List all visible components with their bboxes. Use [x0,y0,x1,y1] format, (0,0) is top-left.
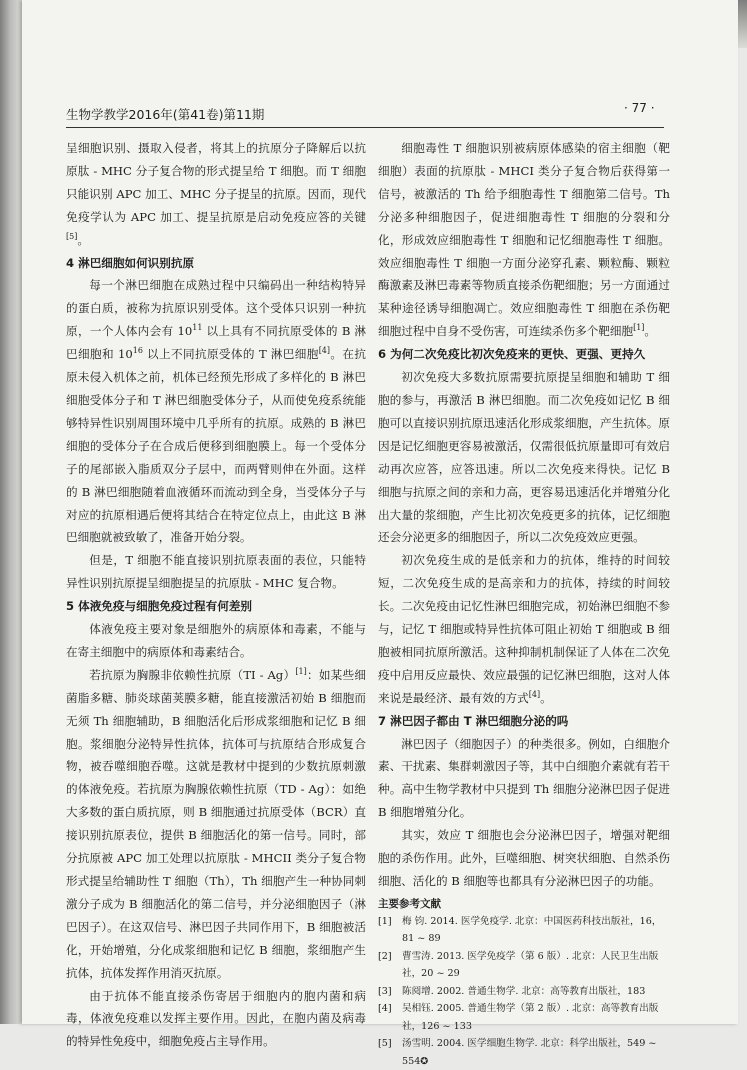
references-list [378,913,670,1070]
paragraph-7-2: 其实，效应 T 细胞也会分泌淋巴因子，增强对靶细胞的杀伤作用。此外，巨噬细胞、树突状细胞、自然杀伤细胞、活化的 B 细胞等也都具有分泌淋巴因子的功能。 [378,828,670,888]
reference-item: [3] 陈阅增. 2002. 普通生物学. 北京：高等教育出版社，183 [378,985,646,997]
reference-item: [1] 梅 钧. 2014. 医学免疫学. 北京：中国医药科技出版社，16，81 ~ 89 [378,915,662,945]
paragraph-6-2: 初次免疫生成的是低亲和力的抗体，维持的时间较短，二次免疫生成的是高亲和力的抗体，持续的时间较长。二次免疫由记忆性淋巴细胞完成，初始淋巴细胞不参与，记忆 T 细胞或特异性抗体可阻止初始 T 细胞或 B 细胞被相同抗原所激活。这种抑制机制保证了人体在二次免疫中启用反应最快、效应最强的记忆淋巴细胞，这对人体来说是最经济、最有效的方式[4]。 [378,553,670,705]
header-rule [66,127,664,128]
journal-header: 生物学教学2016年(第41卷)第11期 [66,107,265,122]
section-heading-4: 4 淋巴细胞如何识别抗原 [66,255,195,270]
paragraph-5-1: 体液免疫主要对象是细胞外的病原体和毒素，不能与在寄主细胞中的病原体和毒素结合。 [66,622,366,659]
book-spine-shadow [0,0,22,1024]
paragraph-5-2: 若抗原为胸腺非依赖性抗原（TI - Ag）[1]：如某些细菌脂多糖、肺炎球菌荚膜多糖，能直接激活初始 B 细胞而无须 Th 细胞辅助，B 细胞活化后形成浆细胞和记忆 B 细胞。浆细胞分泌特异性抗体，抗体可与抗原结合形成复合物，被吞噬细胞吞噬。这就是教材中提到的少数抗原刺激的体液免疫。若抗原为胸腺依赖性抗原（TD - Ag）：如绝大多数的蛋白质抗原，则 B 细胞通过抗原受体（BCR）直接识别抗原表位，提供 B 细胞活化的第一信号。同时，部分抗原被 APC 加工处理以抗原肽 - MHCII 类分子复合物形式提呈给辅助性 T 细胞（Th），Th 细胞产生一种协同刺激分子成为 B 细胞活化的第二信号，并分泌细胞因子（淋巴因子）。在这双信号、淋巴因子共同作用下，B 细胞被活化，开始增殖，分化成浆细胞和记忆 B 细胞，浆细胞产生抗体，抗体发挥作用消灭抗原。 [66,666,366,980]
references-title: 主要参考文献 [378,897,441,910]
reference-item: [5] 汤雪明. 2004. 医学细胞生物学. 北京：科学出版社，549 ~ 554✪ [378,1038,657,1067]
paragraph-6-1: 初次免疫大多数抗原需要抗原提呈细胞和辅助 T 细胞的参与，再激活 B 淋巴细胞。而二次免疫如记忆 B 细胞可以直接识别抗原迅速活化形成浆细胞，产生抗体。原因是记忆细胞更容易被激活，仅需很低抗原量即可有效启动再次应答，应答迅速。所以二次免疫来得快。记忆 B 细胞与抗原之间的亲和力高，更容易迅速活化并增殖分化出大量的浆细胞，产生比初次免疫更多的抗体，记忆细胞还会分泌更多的细胞因子，所以二次免疫效应更强。 [378,370,670,545]
section-heading-7: 7 淋巴因子都由 T 淋巴细胞分泌的吗 [378,713,569,728]
paragraph-5-3: 由于抗体不能直接杀伤寄居于细胞内的胞内菌和病毒，体液免疫难以发挥主要作用。因此，在胞内菌及病毒的特异性免疫中，细胞免疫占主导作用。 [66,988,366,1049]
page-number: · 77 · [624,101,655,115]
paragraph-4-2: 但是，T 细胞不能直接识别抗原表面的表位，只能特异性识别抗原提呈细胞提呈的抗原肽 - MHC 复合物。 [66,553,366,591]
paragraph-4-1: 每一个淋巴细胞在成熟过程中只编码出一种结构特异的蛋白质，被称为抗原识别受体。这个受体只识别一种抗原，一个人体内会有 $10^{11}$ 以上具有不同抗原受体的 B 淋巴细胞和 $10^{16}$ 以上不同抗原受体的 T 淋巴细胞[4]。在抗原未侵入机体之前，机体已经预先形成了多样化的 B 淋巴细胞受体分子和 T 淋巴细胞受体分子，从而使免疫系统能够特异性识别周围环境中几乎所有的抗原。成熟的 B 淋巴细胞的受体分子在合成后便移到细胞膜上。每一个受体分子的尾部嵌入脂质双分子层中，而两臂则伸在外面。这样的 B 淋巴细胞随着血液循环而流动到全身，当受体分子与对应的抗原相遇后便将其结合在特定位点上，由此这 B 淋巴细胞就被致敏了，准备开始分裂。 [66,278,366,545]
reference-item: [4] 吴相钰. 2005. 普通生物学（第 2 版）. 北京：高等教育出版社，126 ~ 133 [378,1003,659,1032]
right-column [378,137,670,1070]
paragraph-7-1: 淋巴因子（细胞因子）的种类很多。例如，白细胞介素、干扰素、集群刺激因子等，其中白细胞介素就有若干种。高中生物学教材中只提到 Th 细胞分泌淋巴因子促进 B 细胞增殖分化。 [378,736,670,820]
paragraph-ctl: 细胞毒性 T 细胞识别被病原体感染的宿主细胞（靶细胞）表面的抗原肽 - MHCI 类分子复合物后获得第一信号，被激活的 Th 给予细胞毒性 T 细胞第二信号。Th 分泌多种细胞因子，促进细胞毒性 T 细胞的分裂和分化，形成效应细胞毒性 T 细胞和记忆细胞毒性 T 细胞。效应细胞毒性 T 细胞一方面分泌穿孔素、颗粒酶、颗粒酶激素及淋巴毒素等物质直接杀伤靶细胞；另一方面通过某种途径诱导细胞凋亡。效应细胞毒性 T 细胞在杀伤靶细胞过程中自身不受伤害，可连续杀伤多个靶细胞[1]。 [378,141,670,339]
left-column [66,137,366,1053]
reference-item: [2] 曹雪涛. 2013. 医学免疫学（第 6 版）. 北京：人民卫生出版社，20 ~ 29 [378,950,659,980]
section-heading-5: 5 体液免疫与细胞免疫过程有何差别 [66,599,253,614]
section-heading-6: 6 为何二次免疫比初次免疫来的更快、更强、更持久 [378,347,646,362]
paragraph-apc: 呈细胞识别、摄取入侵者，将其上的抗原分子降解后以抗原肽 - MHC 分子复合物的形式提呈给 T 细胞。而 T 细胞只能识别 APC 加工、MHC 分子提呈的抗原。因而，现代免疫学认为 APC 加工、提呈抗原是启动免疫应答的关键[5]。 [66,141,366,247]
